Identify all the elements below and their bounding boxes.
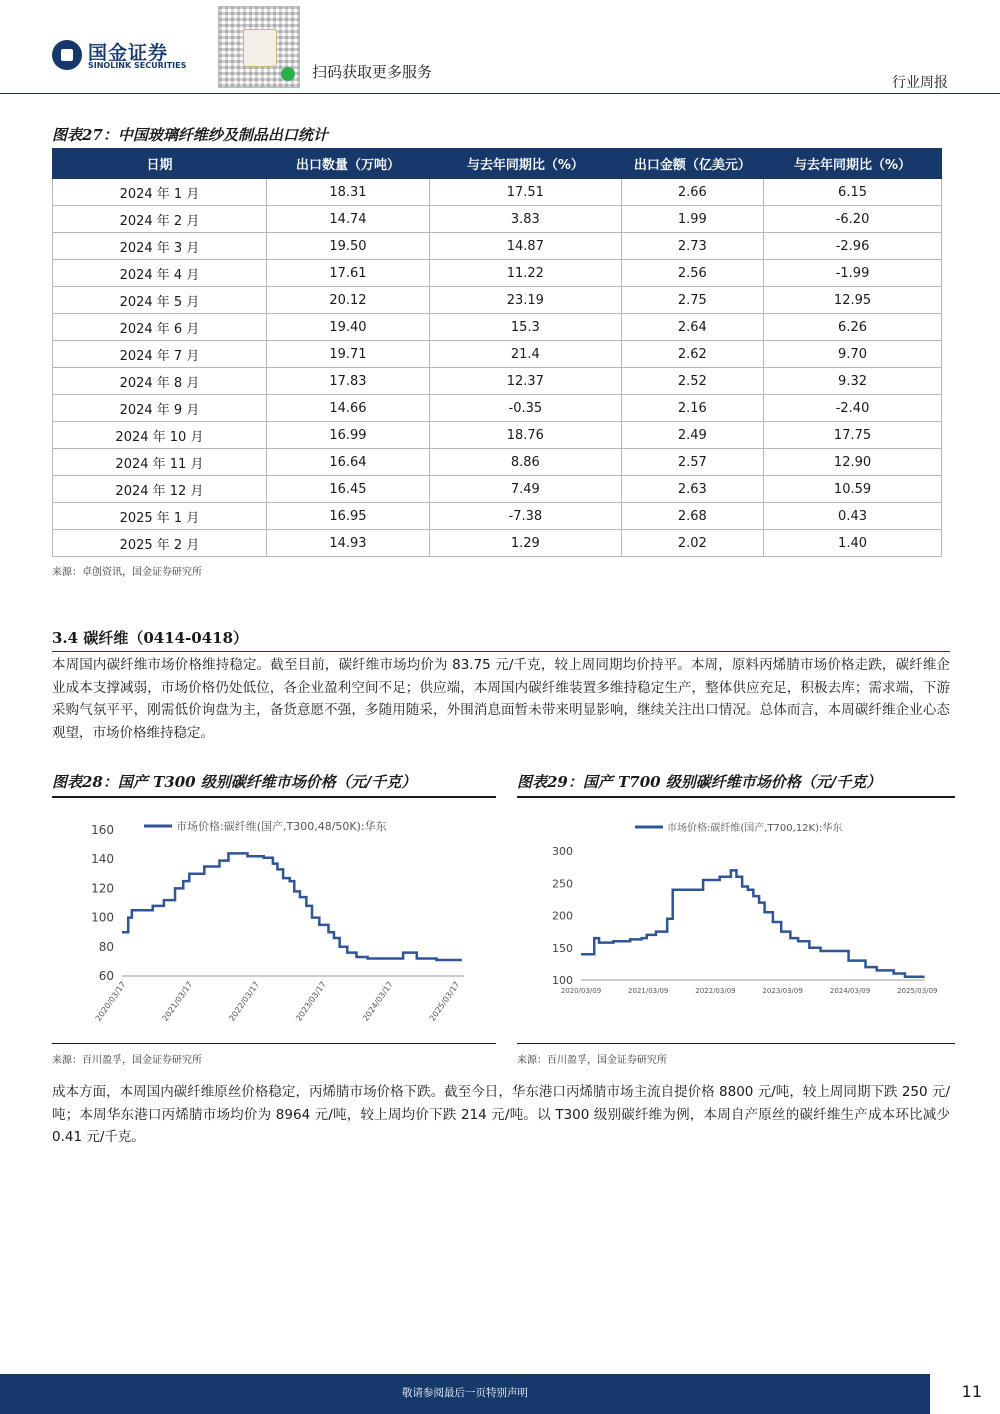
table-cell: 19.40	[266, 314, 429, 341]
y-tick-label: 140	[91, 852, 114, 867]
table-cell: 14.87	[430, 233, 622, 260]
table-cell: 2.62	[621, 341, 763, 368]
table-cell: 12.95	[764, 287, 942, 314]
table-cell: 9.70	[764, 341, 942, 368]
table-cell: 12.90	[764, 449, 942, 476]
column-header: 与去年同期比（%）	[430, 149, 622, 179]
x-tick-label: 2025/03/17	[427, 979, 462, 1023]
table-cell: 3.83	[430, 206, 622, 233]
table-cell: 2.02	[621, 530, 763, 557]
x-tick-label: 2020/03/17	[93, 979, 128, 1023]
table-cell: 15.3	[430, 314, 622, 341]
legend-label: 市场价格:碳纤维(国产,T700,12K):华东	[667, 823, 843, 834]
table-cell: 2.75	[621, 287, 763, 314]
table-cell: 14.93	[266, 530, 429, 557]
table-row	[53, 179, 942, 206]
footer-notice: 敬请参阅最后一页特别声明	[402, 1387, 528, 1399]
y-tick-label: 160	[91, 823, 114, 837]
chart-t300	[52, 800, 496, 1038]
table-row	[53, 287, 942, 314]
table-cell: 6.26	[764, 314, 942, 341]
table-cell: 8.86	[430, 449, 622, 476]
table-row	[53, 395, 942, 422]
table-cell: 14.66	[266, 395, 429, 422]
table-cell: 16.99	[266, 422, 429, 449]
table-cell: -2.96	[764, 233, 942, 260]
table-cell: 23.19	[430, 287, 622, 314]
table-cell: 2024 年 5 月	[53, 287, 267, 314]
table-cell: 2.66	[621, 179, 763, 206]
section-title: 3.4 碳纤维（0414-0418）	[52, 629, 249, 647]
page-number: 11	[961, 1382, 982, 1401]
table-cell: 16.95	[266, 503, 429, 530]
table-cell: 2024 年 9 月	[53, 395, 267, 422]
y-tick-label: 300	[552, 845, 573, 858]
section-divider	[52, 651, 950, 652]
chart-t700	[517, 800, 955, 1038]
scan-prompt: 扫码获取更多服务	[312, 63, 433, 81]
table-cell: 1.29	[430, 530, 622, 557]
column-header: 与去年同期比（%）	[764, 149, 942, 179]
price-series-line	[581, 870, 925, 976]
table-cell: 9.32	[764, 368, 942, 395]
logo-chinese-name: 国金证券	[88, 42, 169, 64]
table-caption: 图表27：中国玻璃纤维纱及制品出口统计	[52, 126, 328, 144]
table-cell: 6.15	[764, 179, 942, 206]
y-tick-label: 100	[552, 974, 573, 987]
document-type: 行业周报	[892, 75, 948, 91]
table-cell: 2024 年 11 月	[53, 449, 267, 476]
paragraph-market: 本周国内碳纤维市场价格维持稳定。截至目前，碳纤维市场均价为 83.75 元/千克，较上周同期均价持平。本周，原料丙烯腈市场价格走跌，碳纤维企业成本支撑减弱，市场价格仍处低位，各企业盈利空间不足；供应端，本周国内碳纤维装置多维持稳定生产，整体供应充足，积极去库；需求端，下游采购气氛平平，刚需低价询盘为主，备货意愿不强，多随用随采，外围消息面暂未带来明显影响，继续关注出口情况。总体而言，本周碳纤维企业心态观望，市场价格维持稳定。	[52, 657, 950, 741]
chart-bottom-rule	[517, 1043, 955, 1044]
y-tick-label: 250	[552, 877, 573, 891]
x-tick-label: 2021/03/17	[160, 979, 195, 1023]
table-cell: 2025 年 2 月	[53, 530, 267, 557]
table-cell: 2024 年 12 月	[53, 476, 267, 503]
export-table	[52, 148, 942, 557]
table-cell: 18.76	[430, 422, 622, 449]
table-row	[53, 233, 942, 260]
x-tick-label: 2024/03/09	[829, 987, 871, 995]
table-cell: 17.83	[266, 368, 429, 395]
chart-top-rule	[52, 796, 496, 798]
table-cell: 17.51	[430, 179, 622, 206]
table-cell: 10.59	[764, 476, 942, 503]
table-cell: 2.16	[621, 395, 763, 422]
table-cell: 14.74	[266, 206, 429, 233]
table-row	[53, 422, 942, 449]
column-header: 出口数量（万吨）	[266, 149, 429, 179]
table-cell: -6.20	[764, 206, 942, 233]
column-header: 日期	[53, 149, 267, 179]
table-cell: 2024 年 3 月	[53, 233, 267, 260]
price-series-line	[122, 853, 462, 960]
table-cell: -7.38	[430, 503, 622, 530]
x-tick-label: 2022/03/17	[227, 979, 262, 1023]
table-cell: -1.99	[764, 260, 942, 287]
chart-source-t700: 来源：百川盈孚，国金证券研究所	[517, 1055, 667, 1066]
table-cell: 1.99	[621, 206, 763, 233]
qr-app-icon	[281, 67, 295, 81]
table-cell: 2.57	[621, 449, 763, 476]
logo-english-name: SINOLINK SECURITIES	[88, 61, 187, 70]
table-row	[53, 260, 942, 287]
x-tick-label: 2021/03/09	[628, 987, 669, 995]
table-cell: 20.12	[266, 287, 429, 314]
table-row	[53, 368, 942, 395]
table-cell: 7.49	[430, 476, 622, 503]
table-cell: 16.64	[266, 449, 429, 476]
chart-top-rule	[517, 796, 955, 798]
table-cell: 2024 年 1 月	[53, 179, 267, 206]
table-cell: 2024 年 2 月	[53, 206, 267, 233]
chart-bottom-rule	[52, 1043, 496, 1044]
table-row	[53, 314, 942, 341]
table-row	[53, 449, 942, 476]
qr-center-badge	[243, 29, 277, 67]
table-cell: 2.73	[621, 233, 763, 260]
table-cell: 18.31	[266, 179, 429, 206]
table-cell: 2025 年 1 月	[53, 503, 267, 530]
x-tick-label: 2024/03/17	[361, 979, 395, 1023]
table-row	[53, 503, 942, 530]
table-cell: 2.56	[621, 260, 763, 287]
table-cell: -0.35	[430, 395, 622, 422]
table-cell: 19.71	[266, 341, 429, 368]
table-cell: 21.4	[430, 341, 622, 368]
x-tick-label: 2023/03/09	[762, 987, 803, 995]
table-cell: 2.52	[621, 368, 763, 395]
table-cell: 19.50	[266, 233, 429, 260]
y-tick-label: 120	[91, 881, 114, 896]
table-cell: 12.37	[430, 368, 622, 395]
table-cell: 2.49	[621, 422, 763, 449]
table-cell: 2.68	[621, 503, 763, 530]
table-cell: 17.75	[764, 422, 942, 449]
chart-caption-t300: 图表28：国产 T300 级别碳纤维市场价格（元/千克）	[52, 773, 417, 791]
y-tick-label: 200	[552, 909, 573, 923]
paragraph-cost: 成本方面，本周国内碳纤维原丝价格稳定，丙烯腈市场价格下跌。截至今日，华东港口丙烯腈市场主流自提价格 8800 元/吨，较上周同期下跌 250 元/吨；本周华东港口丙烯腈市场均价为 8964 元/吨，较上周均价下跌 214 元/吨。以 T300 级别碳纤维为例，本周自产原丝的碳纤维生产成本环比减少 0.41 元/千克。	[52, 1084, 950, 1146]
table-cell: 17.61	[266, 260, 429, 287]
company-logo	[52, 38, 192, 74]
table-row	[53, 341, 942, 368]
x-tick-label: 2020/03/09	[560, 987, 602, 995]
table-cell: 11.22	[430, 260, 622, 287]
table-cell: 2.64	[621, 314, 763, 341]
chart-caption-t700: 图表29：国产 T700 级别碳纤维市场价格（元/千克）	[517, 773, 882, 791]
table-cell: 2024 年 10 月	[53, 422, 267, 449]
chart-source-t300: 来源：百川盈孚，国金证券研究所	[52, 1055, 202, 1066]
header-divider	[0, 93, 1000, 94]
table-source: 来源：卓创资讯，国金证券研究所	[52, 567, 202, 578]
table-cell: 1.40	[764, 530, 942, 557]
legend-label: 市场价格:碳纤维(国产,T300,48/50K):华东	[176, 820, 387, 833]
x-tick-label: 2025/03/09	[897, 987, 938, 995]
table-row	[53, 476, 942, 503]
x-tick-label: 2023/03/17	[294, 979, 328, 1023]
table-cell: -2.40	[764, 395, 942, 422]
logo-mark-icon	[52, 40, 82, 70]
table-cell: 16.45	[266, 476, 429, 503]
y-tick-label: 60	[98, 969, 114, 983]
table-cell: 0.43	[764, 503, 942, 530]
table-cell: 2024 年 6 月	[53, 314, 267, 341]
column-header: 出口金额（亿美元）	[621, 149, 763, 179]
table-row	[53, 530, 942, 557]
table-cell: 2.63	[621, 476, 763, 503]
x-tick-label: 2022/03/09	[695, 987, 736, 995]
table-cell: 2024 年 8 月	[53, 368, 267, 395]
y-tick-label: 100	[91, 910, 114, 925]
qr-code-icon[interactable]	[218, 6, 300, 88]
table-header-row	[53, 149, 942, 179]
y-tick-label: 80	[98, 939, 114, 954]
table-cell: 2024 年 4 月	[53, 260, 267, 287]
table-cell: 2024 年 7 月	[53, 341, 267, 368]
table-row	[53, 206, 942, 233]
y-tick-label: 150	[552, 941, 573, 955]
